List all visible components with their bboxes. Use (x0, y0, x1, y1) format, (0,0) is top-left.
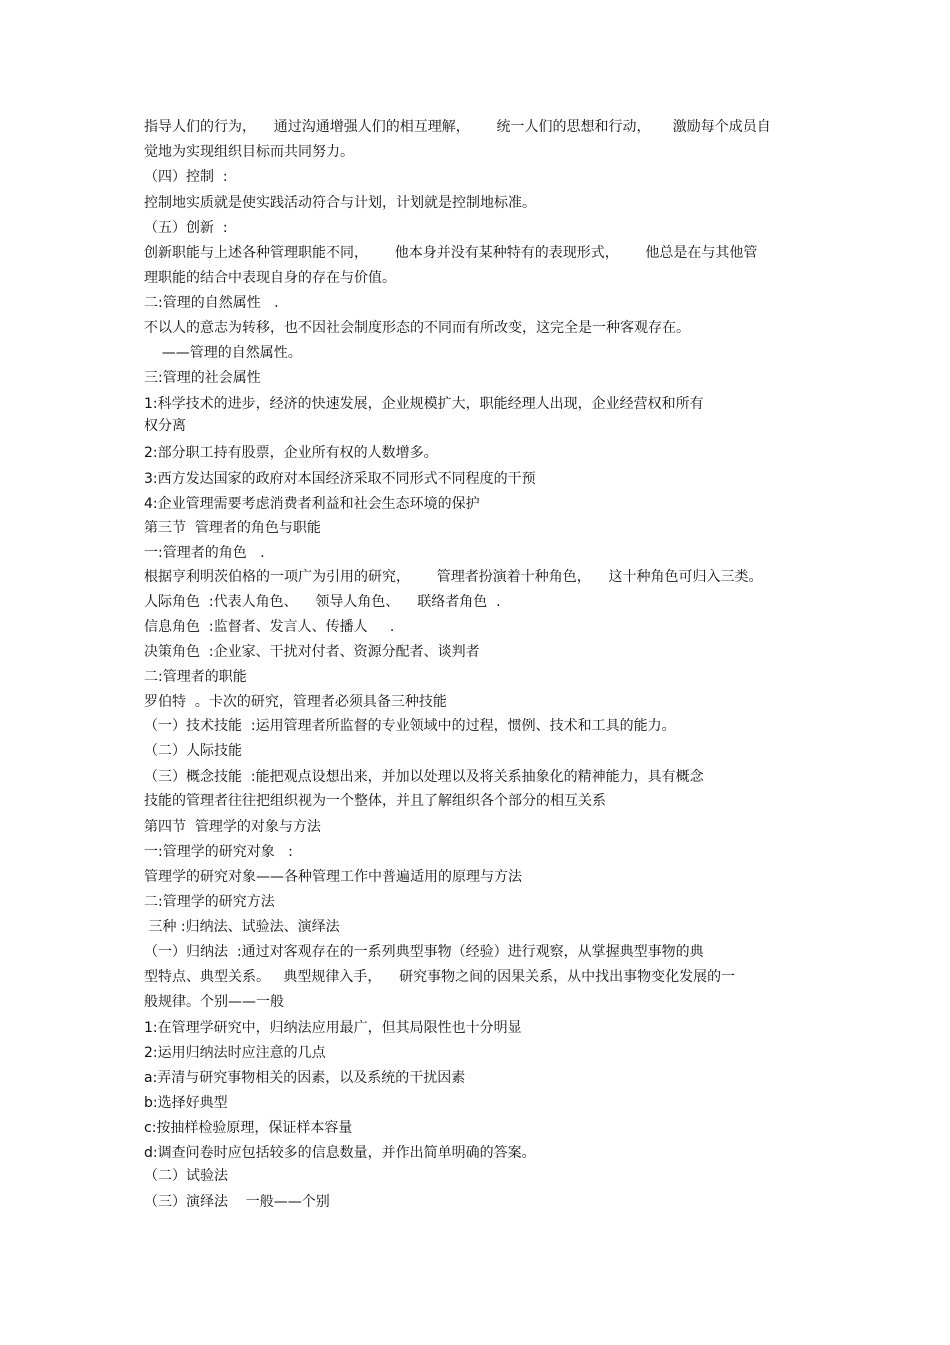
text-line: （二）人际技能 (144, 743, 242, 759)
text-line: 人际角色 :代表人角色、 领导人角色、 联络者角色 . (144, 594, 501, 610)
section-heading: 二:管理者的职能 (144, 669, 247, 685)
text-line: 4:企业管理需要考虑消费者利益和社会生态环境的保护 (144, 496, 480, 512)
text-line: 觉地为实现组织目标而共同努力。 (144, 144, 354, 160)
text-line: 罗伯特 。卡次的研究，管理者必须具备三种技能 (144, 694, 447, 710)
text-line: 三种 :归纳法、试验法、演绎法 (144, 919, 340, 935)
text-line: 1:在管理学研究中，归纳法应用最广，但其局限性也十分明显 (144, 1020, 522, 1036)
text-line: 2:运用归纳法时应注意的几点 (144, 1045, 326, 1061)
text-line: 控制地实质就是使实践活动符合与计划，计划就是控制地标准。 (144, 195, 536, 211)
text-line: 信息角色 :监督者、发言人、传播人 . (144, 619, 395, 635)
section-heading: 一:管理学的研究对象 : (144, 844, 293, 860)
text-line: 权分离 (144, 418, 186, 434)
chapter-heading: 第三节 管理者的角色与职能 (144, 520, 321, 536)
text-line: （二）试验法 (144, 1168, 228, 1184)
section-heading: 三:管理的社会属性 (144, 370, 261, 386)
section-heading: 二:管理的自然属性 . (144, 295, 279, 311)
text-line: 管理学的研究对象——各种管理工作中普遍适用的原理与方法 (144, 869, 522, 885)
text-line: b:选择好典型 (144, 1095, 228, 1111)
text-line: 根据亨利明茨伯格的一项广为引用的研究， 管理者扮演着十种角色， 这十种角色可归入三类。 (144, 569, 763, 585)
text-line: d:调查问卷时应包括较多的信息数量，并作出简单明确的答案。 (144, 1145, 536, 1161)
text-line: 般规律。个别——一般 (144, 994, 284, 1010)
text-line: （一）技术技能 :运用管理者所监督的专业领域中的过程，惯例、技术和工具的能力。 (144, 718, 676, 734)
text-line: 指导人们的行为， 通过沟通增强人们的相互理解， 统一人们的思想和行动， 激励每个成员自 (144, 119, 771, 135)
section-heading: 二:管理学的研究方法 (144, 894, 275, 910)
text-line: 3:西方发达国家的政府对本国经济采取不同形式不同程度的干预 (144, 471, 536, 487)
text-line: （一）归纳法 :通过对客观存在的一系列典型事物（经验）进行观察，从掌握典型事物的典 (144, 944, 704, 960)
text-line: 技能的管理者往往把组织视为一个整体，并且了解组织各个部分的相互关系 (144, 793, 606, 809)
text-line: 理职能的结合中表现自身的存在与价值。 (144, 270, 396, 286)
text-line: c:按抽样检验原理，保证样本容量 (144, 1120, 353, 1136)
chapter-heading: 第四节 管理学的对象与方法 (144, 819, 321, 835)
section-heading: （四）控制 : (144, 169, 228, 185)
text-line: （三）概念技能 :能把观点设想出来，并加以处理以及将关系抽象化的精神能力，具有概念 (144, 769, 704, 785)
section-heading: 一:管理者的角色 . (144, 545, 265, 561)
text-line: a:弄清与研究事物相关的因素，以及系统的干扰因素 (144, 1070, 466, 1086)
text-line: 型特点、典型关系。 典型规律入手， 研究事物之间的因果关系，从中找出事物变化发展的一 (144, 969, 736, 985)
section-heading: （五）创新 : (144, 220, 228, 236)
text-line: （三）演绎法 一般——个别 (144, 1194, 330, 1210)
text-line: 2:部分职工持有股票，企业所有权的人数增多。 (144, 445, 438, 461)
text-line: ——管理的自然属性。 (144, 345, 302, 361)
text-line: 1:科学技术的进步，经济的快速发展，企业规模扩大，职能经理人出现，企业经营权和所有 (144, 396, 704, 412)
text-line: 创新职能与上述各种管理职能不同， 他本身并没有某种特有的表现形式， 他总是在与其他管 (144, 245, 758, 261)
text-line: 不以人的意志为转移，也不因社会制度形态的不同而有所改变，这完全是一种客观存在。 (144, 320, 690, 336)
text-line: 决策角色 :企业家、干扰对付者、资源分配者、谈判者 (144, 644, 480, 660)
